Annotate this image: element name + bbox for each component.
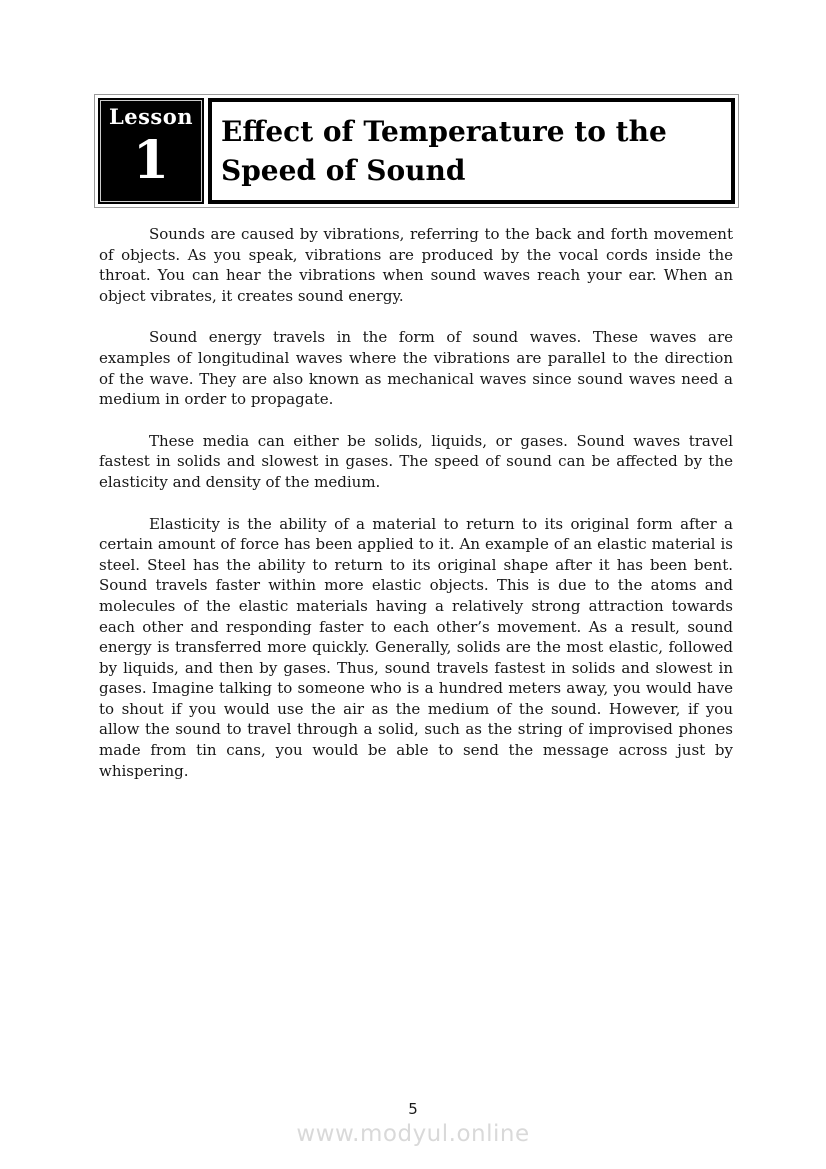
- watermark-text: www.modyul.online: [296, 1121, 530, 1147]
- body-text: [99, 224, 733, 802]
- lesson-title-box: [208, 98, 735, 204]
- page-number: 5: [408, 1100, 418, 1118]
- lesson-title-line-2: Speed of Sound: [221, 154, 466, 187]
- paragraph-2: Sound energy travels in the form of sound waves. These waves are examples of longitudinal waves where the vibrations are parallel to the direction of the wave. They are also known as mechanical waves since sound waves need a medium in order to propagate.: [99, 328, 733, 409]
- lesson-number-badge: [98, 98, 204, 204]
- lesson-title-line-1: Effect of Temperature to the: [221, 115, 667, 148]
- paragraph-3: These media can either be solids, liquids, or gases. Sound waves travel fastest in solids and slowest in gases. The speed of sound can be affected by the elasticity and density of the medium.: [99, 431, 733, 491]
- paragraph-4: Elasticity is the ability of a material to return to its original form after a certain amount of force has been applied to it. An example of an elastic material is steel. Steel has the ability to return to its original shape after it has been bent. Sound travels faster within more elastic objects. This is due to the atoms and molecules of the elastic materials having a relatively strong attraction towards each other and responding faster to each other’s movement. As a result, sound energy is transferred more quickly. Generally, solids are the most elastic, followed by liquids, and then by gases. Thus, sound travels fastest in solids and slowest in gases. Imagine talking to someone who is a hundred meters away, you would have to shout if you would use the air as the medium of the sound. However, if you allow the sound to travel through a solid, such as the string of improvised phones made from tin cans, you would be able to send the message across just by whispering.: [99, 514, 733, 780]
- lesson-number: 1: [132, 130, 170, 191]
- lesson-header: [94, 94, 739, 208]
- paragraph-1: Sounds are caused by vibrations, referring to the back and forth movement of objects. As you speak, vibrations are produced by the vocal cords inside the throat. You can hear the vibrations when sound waves reach your ear. When an object vibrates, it creates sound energy.: [99, 225, 733, 305]
- lesson-label: Lesson: [108, 104, 194, 129]
